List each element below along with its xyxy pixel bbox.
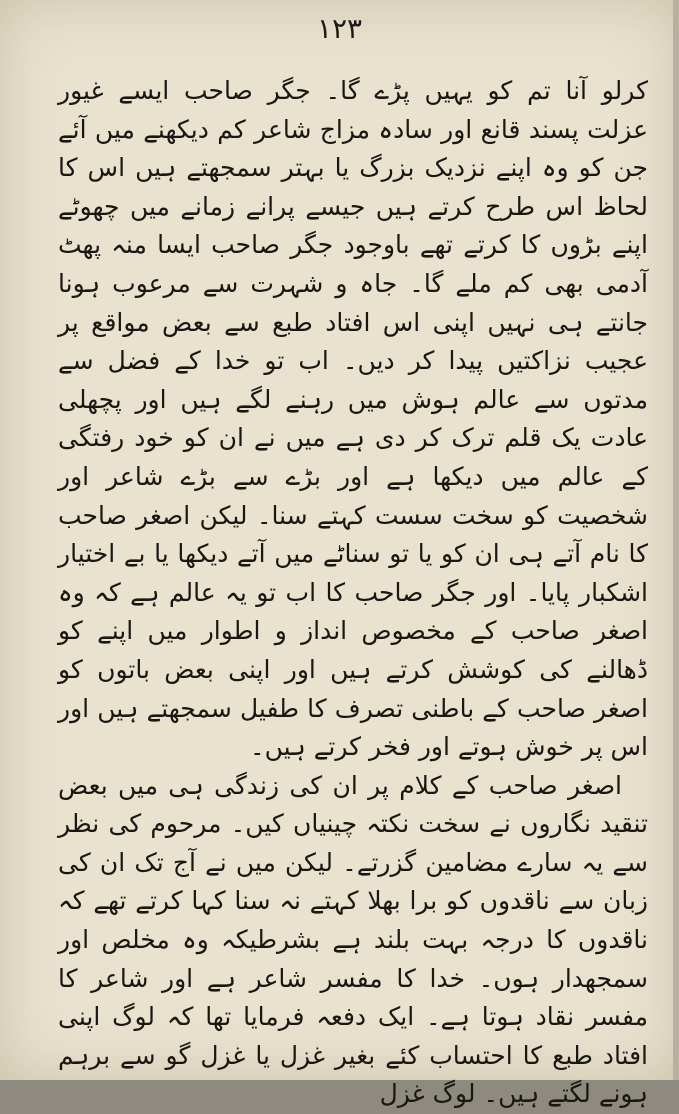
paragraph-1: کرلو آنا تم کو یہیں پڑے گا۔ جگر صاحب ایسے غیور عزلت پسند قانع اور سادہ مزاج شاعر کم دیکھنے میں آئے جن کو وہ اپنے نزدیک بزرگ یا بہتر سمجھتے ہیں اس کا لحاظ اس طرح کرتے ہیں جیسے پرانے زمانے میں چھوٹے اپنے بڑوں کا کرتے تھے باوجود جگر صاحب ایسا منہ پھٹ آدمی بھی کم ملے گا۔ جاہ و شہرت سے مرعوب ہونا جانتے ہی نہیں اپنی اس افتاد طبع سے بعض مواقع پر عجیب نزاکتیں پیدا کر دیں۔ اب تو خدا کے فضل سے مدتوں سے عالم ہوش میں رہنے لگے ہیں اور پچھلی عادت یک قلم ترک کر دی ہے میں نے ان کو خود رفتگی کے عالم میں دیکھا ہے اور بڑے سے بڑے شاعر اور شخصیت کو سخت سست کہتے سنا۔ لیکن اصغر صاحب کا نام آتے ہی ان کو یا تو سناٹے میں آتے دیکھا یا بے اختیار اشکبار پایا۔ اور جگر صاحب کا اب تو یہ عالم ہے کہ وہ اصغر صاحب کے مخصوص انداز و اطوار میں اپنے کو ڈھالنے کی کوشش کرتے ہیں اور اپنی بعض باتوں کو اصغر صاحب کے باطنی تصرف کا طفیل سمجھتے ہیں اور اس پر خوش ہوتے اور فخر کرتے ہیں۔ <box>58 76 648 762</box>
page-edge <box>673 0 679 1080</box>
paragraph-2: اصغر صاحب کے کلام پر ان کی زندگی ہی میں بعض تنقید نگاروں نے سخت نکتہ چینیاں کیں۔ مرحوم کی نظر سے یہ سارے مضامین گزرتے۔ لیکن میں نے آج تک ان کی زبان سے ناقدوں کو برا بھلا کہتے نہ سنا کہا کرتے تھے کہ ناقدوں کا درجہ بہت بلند ہے بشرطیکہ وہ مخلص اور سمجھدار ہوں۔ خدا کا مفسر شاعر ہے اور شاعر کا مفسر نقاد ہوتا ہے۔ ایک دفعہ فرمایا تھا کہ لوگ اپنی افتاد طبع کا احتساب کئے بغیر غزل یا غزل گو سے برہم ہونے لگتے ہیں۔ لوگ غزل <box>58 770 648 1109</box>
page-number: ۱۲۳ <box>316 12 363 45</box>
page-body <box>58 72 648 1114</box>
